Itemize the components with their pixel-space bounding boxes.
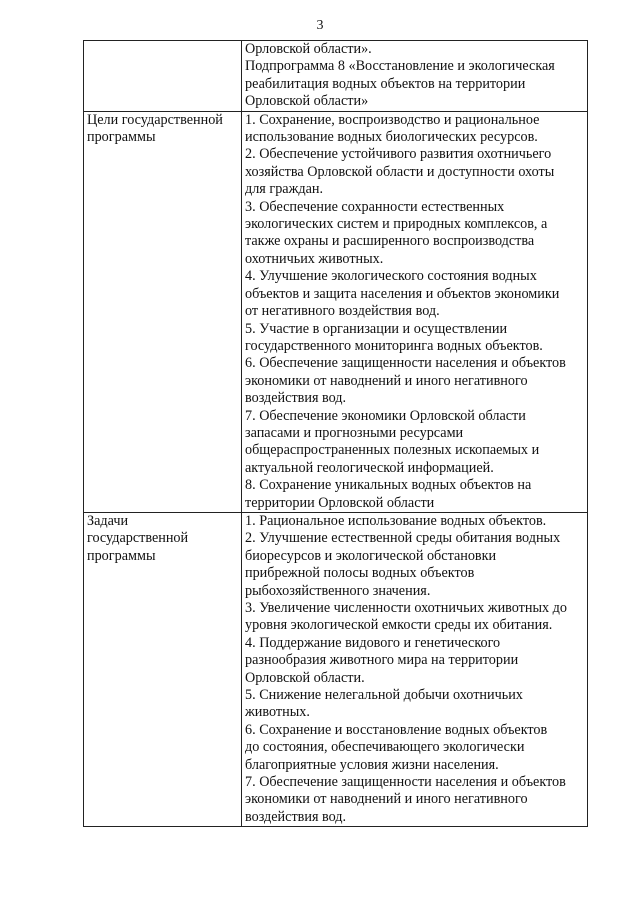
table-row — [84, 111, 588, 512]
row-label-line: программы — [87, 129, 156, 146]
row-content-line: животных. — [245, 704, 310, 721]
row-content-line: также охраны и расширенного воспроизводства — [245, 233, 535, 250]
row-content-line: благоприятные условия жизни населения. — [245, 756, 499, 773]
row-content-line: 8. Сохранение уникальных водных объектов на — [245, 477, 532, 494]
row-content-line: государственного мониторинга водных объектов. — [245, 337, 543, 354]
row-content-line: запасами и прогнозными ресурсами — [245, 424, 464, 441]
row-label-line: Цели государственной — [87, 111, 223, 128]
page-number: 3 — [316, 18, 324, 33]
row-content-line: 3. Обеспечение сохранности естественных — [245, 198, 505, 215]
row-content-line: воздействия вод. — [245, 390, 347, 407]
row-content-line: 4. Поддержание видового и генетического — [245, 634, 501, 651]
row-content-line: уровня экологической емкости среды их обитания. — [245, 617, 553, 634]
row-content-line: прибрежной полосы водных объектов — [245, 565, 475, 582]
passport-table — [83, 40, 588, 827]
row-content-line: 3. Увеличение численности охотничьих животных до — [245, 600, 567, 616]
row-content-line: реабилитация водных объектов на территории — [245, 75, 526, 92]
row-content-line: охотничьих животных. — [245, 250, 384, 267]
row-label-cell — [84, 111, 242, 512]
row-content-line: объектов и защита населения и объектов экономики — [245, 285, 560, 302]
row-content-line: 7. Обеспечение защищенности населения и объектов — [245, 774, 566, 791]
row-label-line: государственной — [87, 530, 189, 547]
row-content-line: экономики от наводнений и иного негативного — [245, 791, 528, 808]
row-content-line: территории Орловской области — [245, 494, 435, 511]
row-content-line: 5. Снижение нелегальной добычи охотничьих — [245, 687, 523, 704]
row-content-line: Орловской области». — [245, 41, 372, 57]
row-content-line: 1. Рациональное использование водных объектов. — [245, 512, 547, 529]
table-row — [84, 512, 588, 826]
row-content-line: хозяйства Орловской области и доступности охоты — [245, 163, 555, 180]
row-label-line: программы — [87, 547, 156, 564]
row-content-line: воздействия вод. — [245, 808, 347, 825]
table-body — [84, 41, 588, 827]
row-content-cell — [242, 111, 588, 512]
row-content-line: для граждан. — [245, 181, 324, 198]
row-content-line: актуальной геологической информацией. — [245, 459, 494, 476]
row-content-line: 2. Улучшение естественной среды обитания водных — [245, 530, 561, 547]
row-content-line: Орловской области» — [245, 93, 369, 110]
row-label-line: Задачи — [87, 512, 129, 529]
row-content-line: 7. Обеспечение экономики Орловской области — [245, 407, 526, 424]
row-content-line: 6. Сохранение и восстановление водных объектов — [245, 721, 548, 738]
row-content-line: от негативного воздействия вод. — [245, 303, 440, 320]
row-content-line: общераспространенных полезных ископаемых и — [245, 442, 540, 459]
row-content-line: 6. Обеспечение защищенности населения и объектов — [245, 355, 566, 372]
row-content-line: Орловской области. — [245, 669, 365, 686]
row-content-line: 1. Сохранение, воспроизводство и рациональное — [245, 111, 540, 128]
row-content-line: рыбохозяйственного значения. — [245, 582, 431, 599]
row-content-line: 4. Улучшение экологического состояния водных — [245, 268, 537, 285]
row-content-cell — [242, 41, 588, 112]
row-content-line: до состояния, обеспечивающего экологически — [245, 739, 525, 756]
row-content-line: биоресурсов и экологической обстановки — [245, 547, 497, 564]
row-content-line: экологических систем и природных комплексов, а — [245, 216, 548, 233]
row-content-line: Подпрограмма 8 «Восстановление и экологическая — [245, 58, 555, 75]
row-content-line: 2. Обеспечение устойчивого развития охотничьего — [245, 146, 552, 163]
row-content-line: использование водных биологических ресурсов. — [245, 129, 538, 146]
row-label-cell — [84, 41, 242, 112]
row-content-line: экономики от наводнений и иного негативного — [245, 372, 528, 389]
row-content-line: 5. Участие в организации и осуществлении — [245, 320, 508, 337]
table-row — [84, 41, 588, 112]
row-content-cell — [242, 512, 588, 826]
row-content-line: разнообразия животного мира на территории — [245, 652, 519, 669]
row-label-cell — [84, 512, 242, 826]
